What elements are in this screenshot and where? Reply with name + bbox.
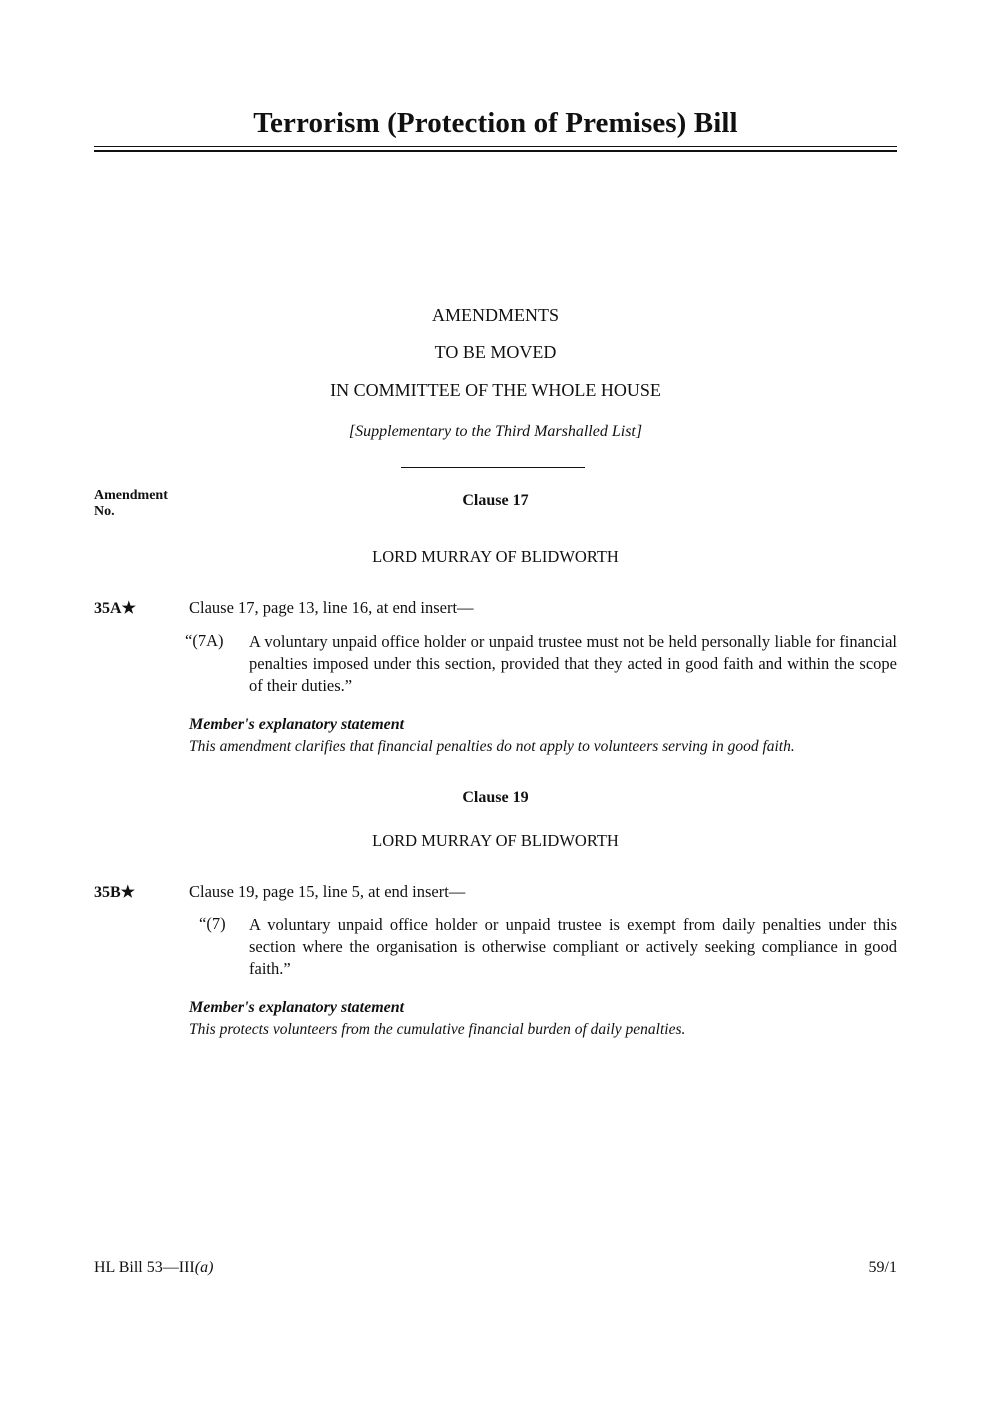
amendment-text: A voluntary unpaid office holder or unpaid trustee must not be held personally liable for financial penalties imposed under this section, provided that they acted in good faith and within the scope of their duties.” [249,632,897,695]
explanatory-statement-text: This protects volunteers from the cumulative financial burden of daily penalties. [189,1021,686,1038]
sponsor-name: LORD MURRAY OF BLIDWORTH [372,831,619,850]
footer-page-reference: 59/1 [868,1259,897,1276]
amendment-number-text: 35B [94,884,121,901]
amendment-instruction: Clause 17, page 13, line 16, at end insert— [189,598,474,617]
heading-to-be-moved: TO BE MOVED [434,342,557,362]
quote-label: “(7A) [185,631,224,650]
star-icon: ★ [120,884,136,901]
clause-heading: Clause 19 [462,789,529,806]
amendment-label-line2: No. [94,504,115,519]
amendment-instruction: Clause 19, page 15, line 5, at end insert— [189,882,466,901]
amendment-number-text: 35A [94,600,122,617]
amendment-number [94,882,135,902]
amendment-text: A voluntary unpaid office holder or unpaid trustee is exempt from daily penalties under this section where the organisation is otherwise compliant or actively seeking compliance in good faith.” [249,915,897,978]
heading-committee: IN COMMITTEE OF THE WHOLE HOUSE [330,380,661,400]
document-title: Terrorism (Protection of Premises) Bill [253,107,738,139]
clause-heading: Clause 17 [462,492,529,509]
bill-ref-suffix: (a) [194,1259,214,1276]
explanatory-statement-text: This amendment clarifies that financial penalties do not apply to volunteers serving in good faith. [189,738,795,755]
explanatory-statement-heading: Member's explanatory statement [189,999,405,1016]
explanatory-statement-heading: Member's explanatory statement [189,716,405,733]
section-divider [401,467,585,468]
footer-bill-reference [94,1259,213,1277]
subtitle: [Supplementary to the Third Marshalled List] [348,423,643,440]
amendment-number [94,598,136,618]
heading-amendments: AMENDMENTS [431,305,559,325]
title-rule-thick [94,150,897,152]
sponsor-name: LORD MURRAY OF BLIDWORTH [372,547,619,566]
bill-ref-text: HL Bill 53—III [94,1259,195,1276]
amendment-label-line1: Amendment [94,488,168,503]
star-icon: ★ [121,600,136,617]
title-rule-thin [94,146,897,147]
quote-label: “(7) [199,914,226,933]
